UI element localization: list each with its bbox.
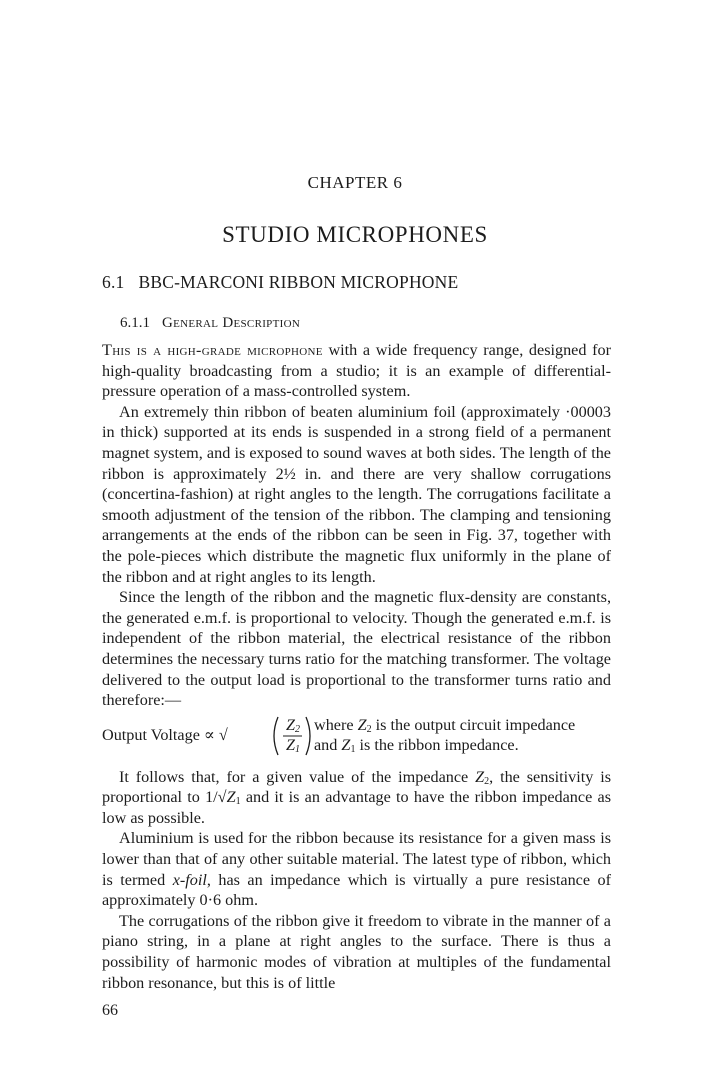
paragraph-5: Aluminium is used for the ribbon because its resistance for a given mass is lower than that of any other suitable material. The latest type of ribbon, which is termed x-foil, has an impedance which is virtually a pure resistance of approximately 0·6 ohm. — [102, 829, 611, 910]
section-number: 6.1 — [102, 272, 125, 292]
fraction-denominator: $Z_1$ — [286, 735, 301, 755]
formula-lhs: Output Voltage ∝ √ — [102, 725, 228, 744]
paragraph-4: It follows that, for a given value of the impedance $Z_2$, the sensitivity is proportional to $1/√Z_1$ and it is an advantage to have the ribbon impedance as low as possible. — [102, 767, 612, 827]
body-text — [102, 340, 611, 993]
paragraph-1 — [102, 340, 611, 402]
fraction-parentheses — [256, 713, 314, 759]
subsection-heading — [120, 315, 300, 332]
formula-where-line-1: where $Z_2$ is the output circuit impedance — [314, 715, 576, 735]
chapter-title: STUDIO MICROPHONES — [222, 222, 488, 247]
output-voltage-formula — [102, 713, 611, 763]
paragraph-1-lead: This is a high-grade microphone — [102, 341, 323, 359]
paragraph-1-rest: with a wide frequency range, designed for high-quality broadcasting from a studio; it is an example of differential-pressure operation of a mass-controlled system. — [102, 341, 611, 401]
formula-where-line-2: and $Z_1$ is the ribbon impedance. — [314, 735, 519, 755]
fraction-numerator: $Z_2$ — [286, 715, 301, 735]
subsection-title: General Description — [162, 315, 301, 331]
section-heading — [102, 272, 458, 293]
formula-fraction — [256, 713, 314, 759]
paragraph-3: Since the length of the ribbon and the magnetic flux-density are constants, the generated e.m.f. is proportional to velocity. Though the generated e.m.f. is independent of the ribbon material, the electrical resistance of the ribbon determines the necessary turns ratio for the matching transformer. The voltage delivered to the output load is proportional to the transformer turns ratio and therefore:— — [102, 588, 611, 710]
page-number: 66 — [102, 1002, 118, 1019]
paragraph-2: An extremely thin ribbon of beaten aluminium foil (approximately ·00003 in thick) supported at its ends is suspended in a strong field of a permanent magnet system, and is exposed to sound waves at both sides. The length of the ribbon is approximately 2½ in. and there are very shallow corrugations (concertina-fashion) at right angles to the length. The corrugations facilitate a smooth adjustment of the tension of the ribbon. The clamping and tensioning arrangements at the ends of the ribbon can be seen in Fig. 37, together with the pole-pieces which distribute the magnetic flux uniformly in the plane of the ribbon and at right angles to its length. — [102, 402, 611, 586]
chapter-label: CHAPTER 6 — [307, 173, 403, 192]
paragraph-6: The corrugations of the ribbon give it freedom to vibrate in the manner of a piano string, in a plane at right angles to the surface. There is thus a possibility of harmonic modes of vibration at multiples of the fundamental ribbon resonance, but this is of little — [102, 911, 611, 992]
section-title: BBC-MARCONI RIBBON MICROPHONE — [138, 272, 459, 292]
subsection-number: 6.1.1 — [120, 315, 150, 331]
